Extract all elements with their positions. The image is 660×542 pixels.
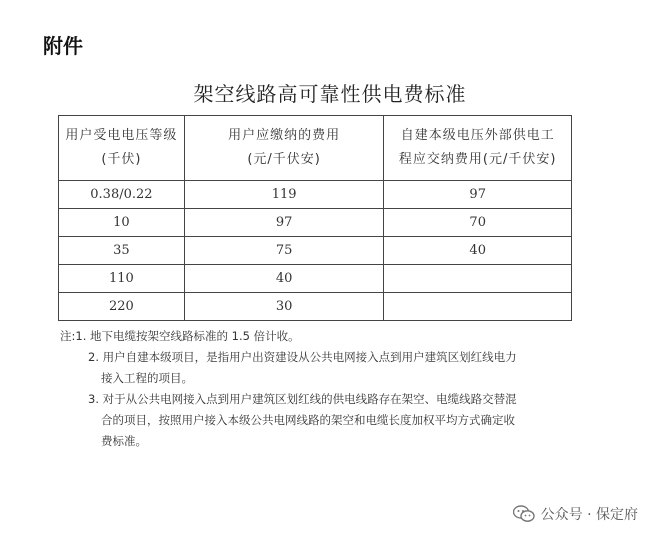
table-cell <box>384 293 572 321</box>
fee-table <box>58 115 572 321</box>
table-cell: 97 <box>384 181 572 209</box>
table-row <box>59 237 572 265</box>
header-line: 程应交纳费用(元/千伏安) <box>398 152 557 167</box>
attachment-label: 附件 <box>43 34 83 58</box>
header-line: 自建本级电压外部供电工 <box>400 128 555 143</box>
table-cell: 40 <box>184 265 384 293</box>
watermark-text: 公众号 · 保定府 <box>540 507 638 523</box>
notes-section <box>60 326 600 452</box>
note-item-2-cont: 接入工程的项目。 <box>101 371 193 385</box>
table-cell: 220 <box>59 293 185 321</box>
table-cell: 10 <box>59 209 185 237</box>
table-row <box>59 181 572 209</box>
header-line: (元/千伏安) <box>247 152 321 167</box>
table-cell: 110 <box>59 265 185 293</box>
header-line: 用户受电电压等级 <box>65 128 178 143</box>
table-cell: 97 <box>184 209 384 237</box>
wechat-icon <box>513 505 535 523</box>
table-cell: 119 <box>184 181 384 209</box>
notes-prefix: 注: <box>60 329 76 343</box>
table-cell: 0.38/0.22 <box>59 181 185 209</box>
table-cell: 40 <box>384 237 572 265</box>
table-row <box>59 293 572 321</box>
note-item-1 <box>60 326 600 347</box>
document-title: 架空线路高可靠性供电费标准 <box>193 82 467 106</box>
note-text: 1. 地下电缆按架空线路标准的 1.5 倍计收。 <box>75 329 300 343</box>
table-row <box>59 265 572 293</box>
table-row <box>59 209 572 237</box>
table-cell: 70 <box>384 209 572 237</box>
header-self-built-fee <box>384 116 572 181</box>
note-item-3: 3. 对于从公共电网接入点到用户建筑区划红线的供电线路存在架空、电缆线路交替混 <box>88 392 517 406</box>
header-line: (千伏) <box>101 152 142 167</box>
table-header-row <box>59 116 572 181</box>
note-item-3-cont: 合的项目，按照用户接入本级公共电网线路的架空和电缆长度加权平均方式确定收 <box>101 413 515 427</box>
header-voltage-level <box>59 116 185 181</box>
watermark <box>513 504 638 524</box>
note-item-3-cont: 费标准。 <box>101 434 147 448</box>
note-item-2: 2. 用户自建本级项目，是指用户出资建设从公共电网接入点到用户建筑区划红线电力 <box>88 350 517 364</box>
table-cell <box>384 265 572 293</box>
table-cell: 75 <box>184 237 384 265</box>
header-user-fee <box>184 116 384 181</box>
table-cell: 35 <box>59 237 185 265</box>
table-cell: 30 <box>184 293 384 321</box>
header-line: 用户应缴纳的费用 <box>228 128 341 143</box>
